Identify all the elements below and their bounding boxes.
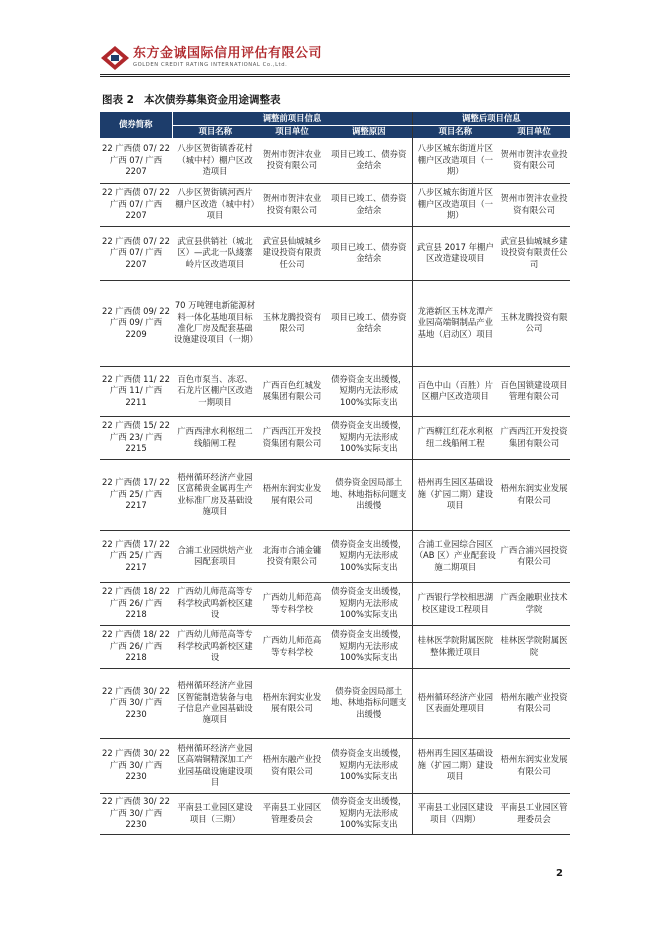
- table-row: [100, 668, 570, 738]
- cell-reason: 项目已竣工、债券资金结余: [326, 280, 412, 366]
- company-logo: [100, 44, 322, 72]
- page-number: 2: [556, 868, 563, 879]
- cell-before-name: 八步区贺街镇河西片棚户区改造（城中村）项目: [172, 183, 258, 226]
- cell-before-name: 梧州循环经济产业园区富稀贵金属再生产业标准厂房及基础设施项目: [172, 459, 258, 530]
- cell-reason: 债券资金支出缓慢，短期内无法形成 100%实际支出: [326, 738, 412, 793]
- cell-reason: 项目已竣工、债券资金结余: [326, 138, 412, 183]
- header-after-unit: 项目单位: [498, 126, 570, 139]
- cell-reason: 债券资金因局部土地、林地指标问题支出缓慢: [326, 668, 412, 738]
- cell-after-unit: 武宣县仙城城乡建设投资有限责任公司: [498, 226, 570, 280]
- caption-label: 图表 2: [102, 94, 134, 106]
- cell-before-unit: 玉林龙腾投资有限公司: [258, 280, 326, 366]
- cell-after-unit: 广西合浦兴园投资有限公司: [498, 530, 570, 582]
- table-row: [100, 793, 570, 834]
- cell-reason: 项目已竣工、债券资金结余: [326, 183, 412, 226]
- table-row: [100, 138, 570, 183]
- company-emblem-icon: [100, 45, 130, 71]
- cell-code: 22 广西债 18/ 22 广西 26/ 广西 2218: [100, 582, 172, 625]
- table-row: [100, 582, 570, 625]
- caption-title: 本次债券募集资金用途调整表: [143, 94, 281, 106]
- cell-after-unit: 梧州东融产业投资有限公司: [498, 668, 570, 738]
- company-name-en: GOLDEN CREDIT RATING INTERNATIONAL Co.,Ltd.: [133, 62, 288, 68]
- header-divider-thin: [100, 76, 570, 77]
- cell-code: 22 广西债 30/ 22 广西 30/ 广西 2230: [100, 668, 172, 738]
- cell-after-name: 广西柳江红花水利枢纽二线船闸工程: [412, 416, 498, 459]
- cell-reason: 债券资金因局部土地、林地指标问题支出缓慢: [326, 459, 412, 530]
- cell-after-unit: 广西西江开发投资集团有限公司: [498, 416, 570, 459]
- cell-reason: 债券资金支出缓慢，短期内无法形成 100%实际支出: [326, 416, 412, 459]
- table-row: [100, 183, 570, 226]
- table-row: [100, 280, 570, 366]
- cell-before-unit: 武宣县仙城城乡建设投资有限责任公司: [258, 226, 326, 280]
- cell-before-unit: 梧州东润实业发展有限公司: [258, 459, 326, 530]
- table-row: [100, 416, 570, 459]
- cell-reason: 项目已竣工、债券资金结余: [326, 226, 412, 280]
- cell-after-unit: 贺州市贺沣农业投资有限公司: [498, 138, 570, 183]
- cell-after-name: 合浦工业园综合园区（AB 区）产业配套设施二期项目: [412, 530, 498, 582]
- cell-code: 22 广西债 30/ 22 广西 30/ 广西 2230: [100, 793, 172, 834]
- fund-adjustment-table: [100, 112, 570, 835]
- cell-after-name: 平南县工业园区建设项目（四期）: [412, 793, 498, 834]
- cell-before-unit: 广西百色红城发展集团有限公司: [258, 366, 326, 416]
- header-after-name: 项目名称: [412, 126, 498, 139]
- company-name-cn: 东方金诚国际信用评估有限公司: [133, 46, 323, 61]
- cell-code: 22 广西债 07/ 22 广西 07/ 广西 2207: [100, 226, 172, 280]
- cell-before-name: 平南县工业园区建设项目（三期）: [172, 793, 258, 834]
- cell-before-unit: 北海市合浦金镛投资有限公司: [258, 530, 326, 582]
- cell-code: 22 广西债 15/ 22 广西 23/ 广西 2215: [100, 416, 172, 459]
- cell-after-unit: 贺州市贺沣农业投资有限公司: [498, 183, 570, 226]
- cell-code: 22 广西债 18/ 22 广西 26/ 广西 2218: [100, 625, 172, 668]
- cell-reason: 债券资金支出缓慢，短期内无法形成 100%实际支出: [326, 582, 412, 625]
- cell-code: 22 广西债 07/ 22 广西 07/ 广西 2207: [100, 138, 172, 183]
- cell-before-unit: 广西西江开发投资集团有限公司: [258, 416, 326, 459]
- table-row: [100, 459, 570, 530]
- cell-after-name: 梧州再生园区基础设施（扩园二期）建设项目: [412, 459, 498, 530]
- cell-before-name: 广西幼儿师范高等专科学校武鸣新校区建设: [172, 582, 258, 625]
- header-bond-code: 债券简称: [100, 112, 172, 138]
- cell-after-name: 八步区城东街道片区棚户区改造项目（一期）: [412, 138, 498, 183]
- cell-after-unit: 广西金融职业技术学院: [498, 582, 570, 625]
- cell-before-unit: 贺州市贺沣农业投资有限公司: [258, 183, 326, 226]
- header-before-name: 项目名称: [172, 126, 258, 139]
- cell-code: 22 广西债 17/ 22 广西 25/ 广西 2217: [100, 530, 172, 582]
- cell-after-name: 梧州再生园区基础设施（扩园二期）建设项目: [412, 738, 498, 793]
- cell-before-unit: 梧州东润实业发展有限公司: [258, 668, 326, 738]
- cell-before-unit: 广西幼儿师范高等专科学校: [258, 625, 326, 668]
- cell-after-unit: 桂林医学院附属医院: [498, 625, 570, 668]
- cell-after-name: 八步区城东街道片区棚户区改造项目（一期）: [412, 183, 498, 226]
- cell-code: 22 广西债 09/ 22 广西 09/ 广西 2209: [100, 280, 172, 366]
- cell-after-name: 百色中山（百胜）片区棚户区改造项目: [412, 366, 498, 416]
- table-row: [100, 738, 570, 793]
- cell-before-name: 梧州循环经济产业园区智能制造装备与电子信息产业园基础设施项目: [172, 668, 258, 738]
- cell-before-name: 合浦工业园烘焙产业园配套项目: [172, 530, 258, 582]
- cell-after-name: 武宣县 2017 年棚户区改造建设项目: [412, 226, 498, 280]
- cell-after-unit: 梧州东润实业发展有限公司: [498, 738, 570, 793]
- header-reason: 调整原因: [326, 126, 412, 139]
- table-caption: [102, 92, 290, 107]
- cell-after-unit: 百色国锁建设项目管理有限公司: [498, 366, 570, 416]
- cell-code: 22 广西债 30/ 22 广西 30/ 广西 2230: [100, 738, 172, 793]
- cell-before-name: 百色市泵当、冻忍、石龙片区棚户区改造一期项目: [172, 366, 258, 416]
- cell-reason: 债券资金支出缓慢，短期内无法形成 100%实际支出: [326, 530, 412, 582]
- cell-before-unit: 平南县工业园区管理委员会: [258, 793, 326, 834]
- cell-after-unit: 梧州东润实业发展有限公司: [498, 459, 570, 530]
- cell-before-name: 广西幼儿师范高等专科学校武鸣新校区建设: [172, 625, 258, 668]
- table-row: [100, 530, 570, 582]
- cell-code: 22 广西债 07/ 22 广西 07/ 广西 2207: [100, 183, 172, 226]
- cell-before-name: 梧州循环经济产业园区高端铜精深加工产业园基础设施建设项目: [172, 738, 258, 793]
- cell-before-name: 广西西津水利枢纽二线船闸工程: [172, 416, 258, 459]
- table-row: [100, 226, 570, 280]
- cell-after-unit: 玉林龙腾投资有限公司: [498, 280, 570, 366]
- cell-before-name: 武宣县供销社（城北区）—武北一队綫寨岭片区改造项目: [172, 226, 258, 280]
- cell-before-unit: 广西幼儿师范高等专科学校: [258, 582, 326, 625]
- header-after-group: 调整后项目信息: [412, 112, 570, 126]
- cell-after-name: 桂林医学院附属医院整体搬迁项目: [412, 625, 498, 668]
- cell-before-name: 八步区贺街镇香花村（城中村）棚户区改造项目: [172, 138, 258, 183]
- header-divider: [100, 74, 570, 75]
- cell-reason: 债券资金支出缓慢，短期内无法形成 100%实际支出: [326, 625, 412, 668]
- cell-code: 22 广西债 17/ 22 广西 25/ 广西 2217: [100, 459, 172, 530]
- cell-code: 22 广西债 11/ 22 广西 11/ 广西 2211: [100, 366, 172, 416]
- cell-before-name: 70 万吨锂电新能源材料一体化基地项目标准化厂房及配套基础设施建设项目（一期）: [172, 280, 258, 366]
- cell-before-unit: 梧州东融产业投资有限公司: [258, 738, 326, 793]
- cell-reason: 债券资金支出缓慢，短期内无法形成 100%实际支出: [326, 366, 412, 416]
- table-row: [100, 366, 570, 416]
- cell-after-name: 梧州循环经济产业园区表面处理项目: [412, 668, 498, 738]
- cell-before-unit: 贺州市贺沣农业投资有限公司: [258, 138, 326, 183]
- cell-after-name: 龙港新区玉林龙潭产业园高端铜制品产业基地（启动区）项目: [412, 280, 498, 366]
- header-before-unit: 项目单位: [258, 126, 326, 139]
- cell-reason: 债券资金支出缓慢，短期内无法形成 100%实际支出: [326, 793, 412, 834]
- cell-after-name: 广西银行学校相思湖校区建设工程项目: [412, 582, 498, 625]
- cell-after-unit: 平南县工业园区管理委员会: [498, 793, 570, 834]
- table-row: [100, 625, 570, 668]
- header-before-group: 调整前项目信息: [172, 112, 412, 126]
